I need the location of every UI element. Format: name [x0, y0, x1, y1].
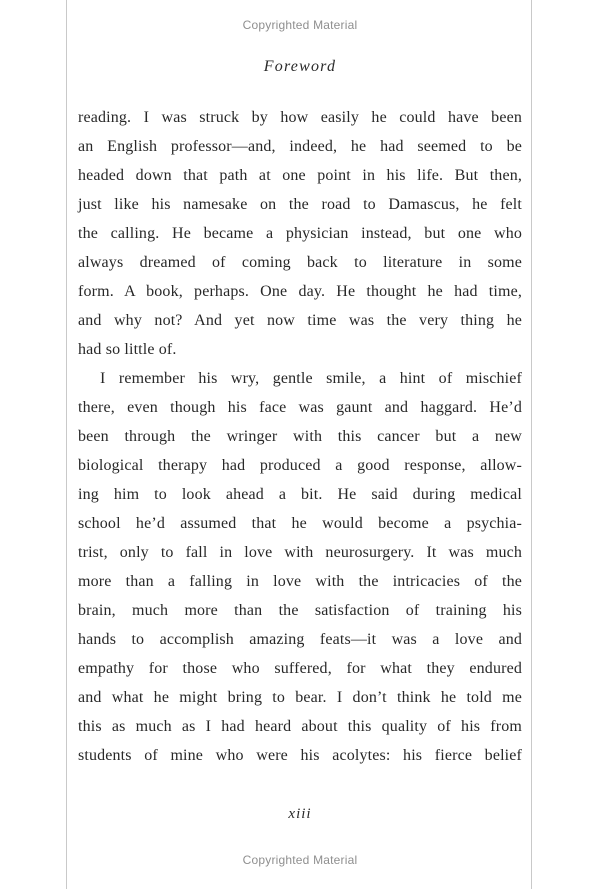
text-line: school he’d assumed that he would become a psychia- — [78, 515, 522, 532]
text-line: brain, much more than the satisfaction of training his — [78, 602, 522, 619]
text-line: this as much as I had heard about this quality of his from — [78, 718, 522, 735]
text-line: there, even though his face was gaunt and haggard. He’d — [78, 399, 522, 416]
text-line: hands to accomplish amazing feats—it was a love and — [78, 631, 522, 648]
text-line: form. A book, perhaps. One day. He thought he had time, — [78, 283, 522, 300]
chapter-title: Foreword — [263, 58, 337, 75]
text-line: empathy for those who suffered, for what they endured — [78, 660, 522, 677]
text-line: always dreamed of coming back to literature in some — [78, 254, 522, 271]
page-edge-left — [66, 0, 67, 889]
paragraph — [78, 364, 522, 770]
text-line: and why not? And yet now time was the very thing he — [78, 312, 522, 329]
page-number: xiii — [288, 806, 312, 822]
text-line: students of mine who were his acolytes: his fierce belief — [78, 747, 522, 764]
text-line: been through the wringer with this cancer but a new — [78, 428, 522, 445]
text-line: reading. I was struck by how easily he could have been — [78, 109, 522, 126]
copyright-notice-top: Copyrighted Material — [242, 18, 358, 32]
body-text — [78, 103, 522, 770]
copyright-notice-bottom: Copyrighted Material — [242, 853, 358, 867]
text-line: ing him to look ahead a bit. He said during medical — [78, 486, 522, 503]
text-line: trist, only to fall in love with neurosurgery. It was much — [78, 544, 522, 561]
text-line: biological therapy had produced a good response, allow- — [78, 457, 522, 474]
page-edge-right — [531, 0, 532, 889]
paragraph — [78, 103, 522, 364]
text-line: just like his namesake on the road to Damascus, he felt — [78, 196, 522, 213]
text-line: had so little of. — [78, 341, 177, 358]
text-line: I remember his wry, gentle smile, a hint of mischief — [100, 370, 522, 387]
text-line: and what he might bring to bear. I don’t think he told me — [78, 689, 522, 706]
text-line: more than a falling in love with the intricacies of the — [78, 573, 522, 590]
text-line: an English professor—and, indeed, he had seemed to be — [78, 138, 522, 155]
text-line: headed down that path at one point in his life. But then, — [78, 167, 522, 184]
text-line: the calling. He became a physician instead, but one who — [78, 225, 522, 242]
